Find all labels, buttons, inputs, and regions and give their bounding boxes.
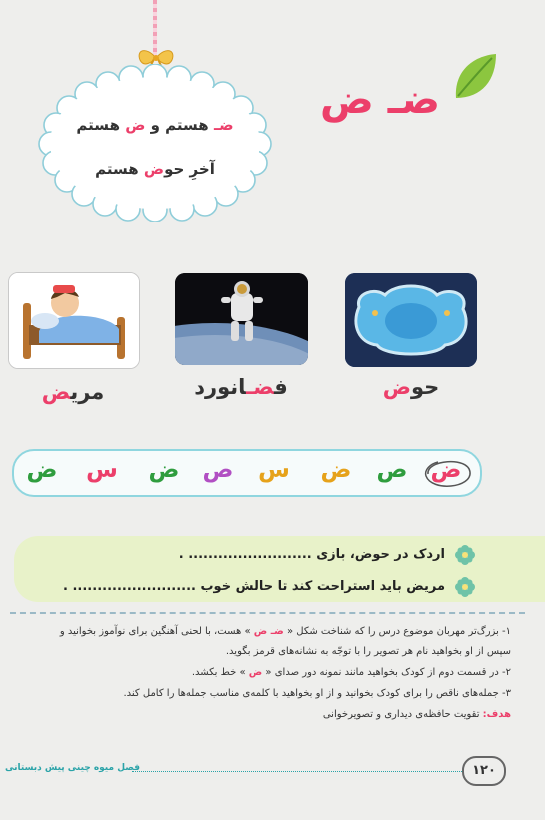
- picture-word-pool: حوض: [382, 375, 440, 399]
- letter-item[interactable]: ص: [376, 457, 408, 483]
- poem-text: آخرِ حو: [164, 160, 215, 178]
- page-title: ضـ ض: [319, 77, 441, 123]
- note-goal: هدف: تقویت حافظه‌ی دیداری و تصویرخوانی: [322, 709, 511, 720]
- page-number: ۱۲۰: [462, 756, 506, 786]
- poem-line-2: [58, 160, 252, 178]
- poem-text: هستم: [95, 160, 144, 178]
- letter-item[interactable]: ض: [26, 457, 58, 483]
- note-2: ۲- در قسمت دوم از کودک بخواهید مانند نمونه دور صدای « ض » خط بکشد.: [191, 667, 511, 678]
- scalloped-cloud-frame: [38, 64, 272, 222]
- letter-item[interactable]: ص: [202, 457, 234, 483]
- letter-item[interactable]: س: [258, 457, 290, 483]
- pool-image: [345, 273, 477, 367]
- footer-chapter-label: فصل میوه چینی پیش دبستانی: [5, 763, 140, 773]
- letter-recognition-strip: [12, 449, 482, 497]
- poem-line-1: [58, 116, 252, 134]
- footer-dotted-line: [132, 771, 462, 772]
- picture-word-astronaut: فضـانورد: [194, 375, 288, 399]
- note-1-continued: سپس از او بخواهید نام هر تصویر را با توجّه به نشانه‌های قرمز بگوید.: [225, 646, 511, 657]
- flower-icon: [455, 577, 475, 597]
- letter-item[interactable]: ض: [430, 457, 462, 483]
- flower-icon: [455, 545, 475, 565]
- poem-red-medial: ضـ: [213, 116, 234, 134]
- astronaut-image: [175, 273, 308, 365]
- poem-red-final: ض: [125, 116, 146, 134]
- exercise-sentence-1[interactable]: اردک در حوض، بازی ......................... .: [178, 547, 445, 562]
- letter-item[interactable]: ض: [320, 457, 352, 483]
- note-1: ۱- بزرگ‌تر مهربان موضوع درس را که شناخت شکل « ضـ ض » هست، با لحنی آهنگین برای نوآموز بخوانید و: [59, 626, 511, 637]
- poem-text: هستم: [76, 116, 126, 134]
- note-3: ۳- جمله‌های ناقص را برای کودک بخوانید و از او بخواهید با کلمه‌ی مناسب جمله‌ها را کامل کند.: [123, 688, 511, 699]
- poem-text: هستم و: [145, 116, 214, 134]
- letter-item[interactable]: س: [86, 457, 118, 483]
- exercise-sentence-2[interactable]: مریض باید استراحت کند تا حالش خوب ......................... .: [63, 579, 445, 594]
- poem-red-final: ض: [143, 160, 165, 178]
- picture-word-patient: مريض: [41, 380, 105, 404]
- sick-boy-image: [8, 272, 140, 369]
- section-divider: [10, 612, 525, 614]
- letter-item[interactable]: ض: [148, 457, 180, 483]
